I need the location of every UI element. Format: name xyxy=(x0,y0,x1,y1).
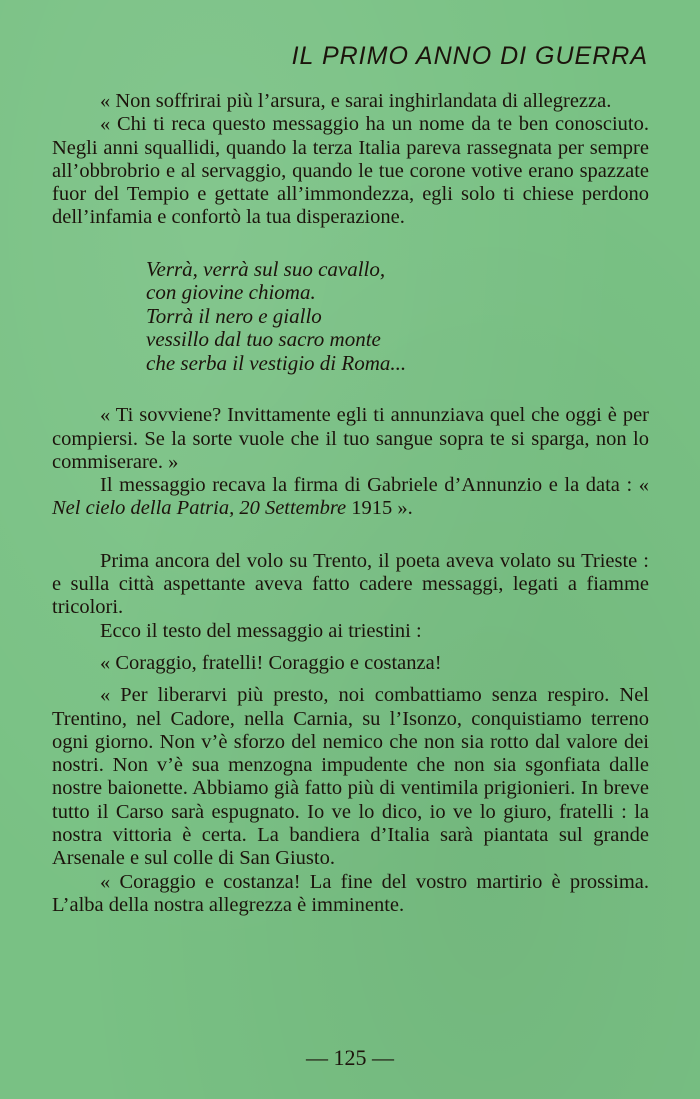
paragraph-7: « Coraggio, fratelli! Coraggio e costanza! xyxy=(100,651,442,674)
poem-line-4: vessillo dal tuo sacro monte xyxy=(146,327,381,352)
page-body xyxy=(52,90,649,917)
poem-line-2: con giovine chioma. xyxy=(146,280,316,305)
paragraph-4-start: Il messaggio recava la firma di Gabriele d’Annunzio e la data : « xyxy=(100,474,649,497)
paragraph-1: « Non soffrirai più l’arsura, e sarai inghirlandata di allegrezza. xyxy=(100,90,612,112)
section-gap xyxy=(52,521,649,550)
paragraph-3: « Ti sovviene? Invittamente egli ti annunziava quel che oggi è per compiersi. Se la sorte vuole che il tuo sangue sopra te si sparga, non lo commiserare. » xyxy=(52,404,649,473)
poem-line-1: Verrà, verrà sul suo cavallo, xyxy=(146,256,386,281)
poem-line-3: Torrà il nero e giallo xyxy=(146,303,322,328)
paragraph-4-date-italic: Nel cielo della Patria, 20 Settembre xyxy=(52,497,347,520)
poem-line-5: che serba il vestigio di Roma... xyxy=(146,350,407,375)
page-number: — 125 — xyxy=(306,1045,394,1070)
spacer-1 xyxy=(52,643,649,652)
poem-block xyxy=(146,258,649,376)
paragraph-4-end: 1915 ». xyxy=(351,497,413,520)
paragraph-2: « Chi ti reca questo messaggio ha un nome da te ben conosciuto. Negli anni squallidi, quando la terza Italia pareva rassegnata per sempre all’obbrobrio e al servaggio, quando le tue corone votive erano spazzate fuor del Tempio e gettate all’immondezza, egli solo ti chiese perdono dell’infamia e confortò la tua disperazione. xyxy=(52,113,649,229)
paragraph-6: Ecco il testo del messaggio ai triestini : xyxy=(100,619,422,642)
spacer-2 xyxy=(52,675,649,684)
paragraph-5: Prima ancora del volo su Trento, il poeta aveva volato su Trieste : e sulla città aspettante aveva fatto cadere messaggi, legati a fiamme tricolori. xyxy=(52,549,649,619)
paragraph-4 xyxy=(52,474,649,521)
paragraph-9: « Coraggio e costanza! La fine del vostro martirio è prossima. L’alba della nostra allegrezza è imminente. xyxy=(52,870,649,916)
running-title: IL PRIMO ANNO DI GUERRA xyxy=(291,42,648,70)
paragraph-8: « Per liberarvi più presto, noi combattiamo senza respiro. Nel Trentino, nel Cadore, nella Carnia, su l’Isonzo, conquistiamo terreno ogni giorno. Non v’è sforzo del nemico che non sia rotto dal valore dei nostri. Non v’è sua menzogna impudente che non sia sgonfiata dalle nostre baionette. Abbiamo già fatto più di ventimila prigionieri. In breve tutto il Carso sarà espugnato. Io ve lo dico, io ve lo giuro, fratelli : la nostra vittoria è certa. La bandiera d’Italia sarà piantata sul grande Arsenale e sul colle di San Giusto. xyxy=(52,684,649,870)
